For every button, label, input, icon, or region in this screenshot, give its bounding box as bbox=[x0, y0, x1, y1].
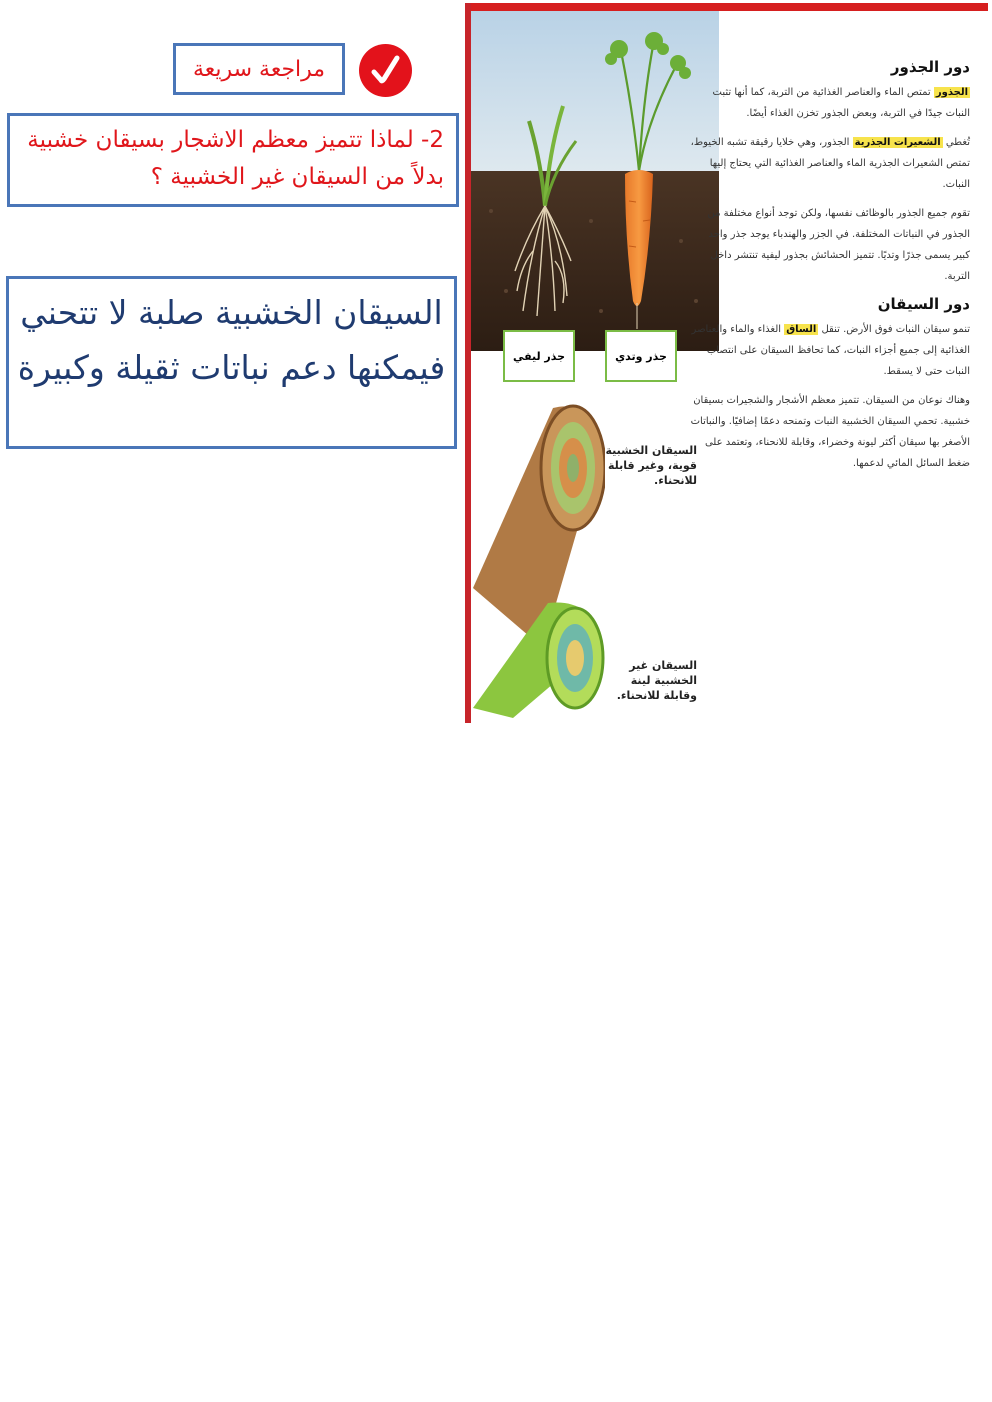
question-box bbox=[7, 113, 459, 207]
stems-p1-pre: تنمو سيقان النبات فوق الأرض. تنقل bbox=[821, 324, 970, 335]
roots-p1-text: تمتص الماء والعناصر الغذائية من التربة، كما أنها تثبت النبات جيدًا في التربة، وبعض الجذور تخزن الغذاء أيضًا. bbox=[712, 87, 970, 119]
woody-stem-caption-text: السيقان الخشبية قوية، وغير قابلة للانحناء. bbox=[605, 444, 697, 487]
quick-review-text: مراجعة سريعة bbox=[192, 56, 326, 82]
roots-term: الجذور bbox=[935, 87, 968, 98]
stems-p1-text: الغذاء والماء والعناصر الغذائية إلى جميع أجزاء النبات، كما تحافظ السيقان على انتصاب النبات حتى لا يسقط. bbox=[691, 324, 970, 377]
page-top-border bbox=[465, 3, 988, 11]
soft-stem-caption-text: السيقان غير الخشبية لينة وقابلة للانحناء. bbox=[616, 659, 697, 702]
stems-paragraph-2: وهناك نوعان من السيقان. تتميز معظم الأشجار والشجيرات بسيقان خشبية. تحمي السيقان الخشبية النبات وتمنحه دعمًا إضافيًا. والنباتات الأصغر بها سيقان أكثر ليونة وخضراء، وقابلة للانحناء، وتعتمد على ضغط السائل المائي لدعمها. bbox=[690, 395, 970, 469]
roots-paragraph-3: تقوم جميع الجذور بالوظائف نفسها، ولكن توجد أنواع مختلفة من الجذور في النباتات المختلفة. في الجزر والهندباء يوجد جذر واحد كبير يسمى جذرًا وتديًا. تتميز الحشائش بجذور ليفية تنتشر داخل التربة. bbox=[707, 208, 970, 282]
quick-review-label bbox=[173, 43, 345, 95]
stem-cross-sections bbox=[473, 388, 605, 718]
stem-term: الساق bbox=[786, 324, 817, 335]
stems-heading: دور السيقان bbox=[877, 295, 970, 313]
textbook-text-column bbox=[690, 58, 970, 482]
taproot-label bbox=[605, 330, 677, 382]
answer-text: السيقان الخشبية صلبة لا تتحني فيمكنها دعم نباتات ثقيلة وكبيرة bbox=[17, 293, 446, 387]
answer-box bbox=[6, 276, 457, 449]
roots-paragraph-2 bbox=[690, 132, 970, 195]
woody-stem-caption bbox=[597, 443, 697, 488]
root-hairs-term: الشعيرات الجذرية bbox=[854, 137, 941, 148]
stems-paragraph-1 bbox=[690, 319, 970, 382]
check-icon bbox=[359, 44, 412, 97]
roots-p2-text: الجذور، وهي خلايا رقيقة تشبه الخيوط، تمتص الشعيرات الجذرية الماء والعناصر الغذائية التي يحتاج إليها النبات. bbox=[690, 137, 970, 190]
roots-paragraph-1 bbox=[690, 82, 970, 124]
taproot-text: جذر وتدي bbox=[615, 349, 667, 363]
fibrous-root-text: جذر ليفي bbox=[512, 349, 566, 363]
roots-p2-pre: تُغطي bbox=[945, 137, 970, 148]
fibrous-root-label bbox=[503, 330, 575, 382]
roots-heading: دور الجذور bbox=[890, 58, 970, 76]
root-types-photo bbox=[471, 11, 719, 351]
question-text: 2- لماذا تتميز معظم الاشجار بسيقان خشبية بدلاً من السيقان غير الخشبية ؟ bbox=[27, 127, 444, 190]
soft-stem-caption bbox=[597, 658, 697, 703]
textbook-page-image bbox=[465, 3, 988, 723]
